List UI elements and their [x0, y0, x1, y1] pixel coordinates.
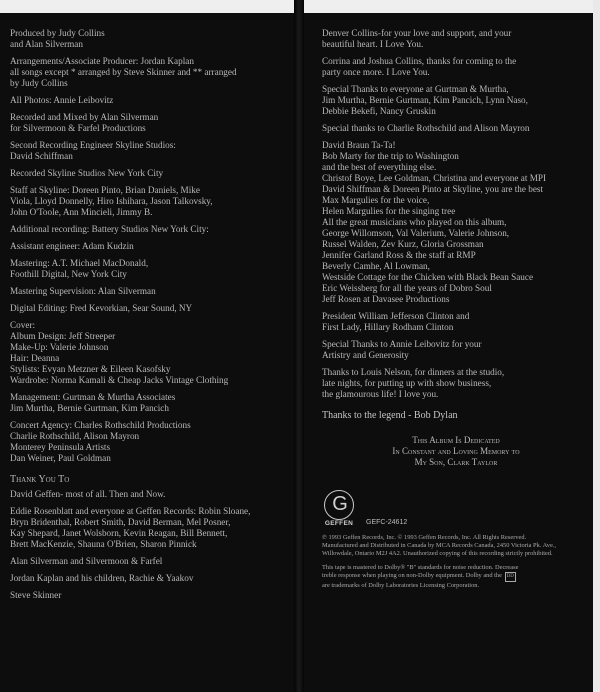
dolby-line: This tape is mastered to Dolby® "B" standards for noise reduction. Decrease: [322, 564, 519, 571]
label-row: [322, 488, 590, 528]
credit-paragraph: [10, 112, 292, 134]
credit-line: Stylists: Evyan Metzner & Eileen Kasofsky: [10, 364, 171, 374]
credit-line: Debbie Bekefi, Nancy Gruskin: [322, 106, 436, 116]
credit-paragraph: [10, 303, 292, 314]
credit-paragraph: [10, 241, 292, 252]
geffen-logo: [322, 488, 356, 528]
credit-line: David Shiffman & Doreen Pinto at Skyline, you are the best: [322, 184, 544, 194]
credit-paragraph: [322, 84, 590, 117]
credit-line: Jim Murtha, Bernie Gurtman, Kim Pancich, Lynn Naso,: [322, 95, 528, 105]
panel-fold: [294, 0, 304, 692]
credit-line: Brett MacKenzie, Shauna O'Brien, Sharon Pinnick: [10, 539, 197, 549]
credit-line: for Silvermoon & Farfel Productions: [10, 123, 146, 133]
credit-line: beautiful heart. I Love You.: [322, 39, 424, 49]
credit-line: Viola, Lloyd Donnelly, Hiro Ishihara, Jason Talkovsky,: [10, 196, 213, 206]
credit-line: Corrina and Joshua Collins, thanks for coming to the: [322, 56, 517, 66]
credit-paragraph: [10, 28, 292, 50]
credit-paragraph: [10, 573, 292, 584]
credit-paragraph: [10, 56, 292, 89]
credit-line: Kay Shepard, Janet Wolsborn, Kevin Reagan, Bill Bennett,: [10, 528, 228, 538]
credit-line: Wardrobe: Norma Kamali & Cheap Jacks Vintage Clothing: [10, 375, 229, 385]
credit-line: Bob Marty for the trip to Washington: [322, 151, 459, 161]
credit-line: All Photos: Annie Leibovitz: [10, 95, 114, 105]
credit-line: Thanks to Louis Nelson, for dinners at the studio,: [322, 367, 505, 377]
credit-line: Monterey Peninsula Artists: [10, 442, 111, 452]
credit-paragraph: [10, 168, 292, 179]
credit-line: Foothill Digital, New York City: [10, 269, 127, 279]
credits-block: [10, 28, 292, 464]
credit-paragraph: [10, 140, 292, 162]
credit-line: George Willomson, Val Valerium, Valerie Johnson,: [322, 228, 510, 238]
legal-line: Manufactured and Distributed in Canada by MCA Records Canada, 2450 Victoria Pk. Ave.,: [322, 542, 557, 549]
credit-line: Dan Weiner, Paul Goldman: [10, 453, 111, 463]
credit-line: Beverly Camhe, Al Lowman,: [322, 261, 430, 271]
credit-line: Staff at Skyline: Doreen Pinto, Brian Daniels, Mike: [10, 185, 200, 195]
credit-paragraph: [10, 489, 292, 500]
credit-line: David Braun Ta-Ta!: [322, 140, 396, 150]
credit-line: Mastering: A.T. Michael MacDonald,: [10, 258, 149, 268]
credit-line: Recorded Skyline Studios New York City: [10, 168, 164, 178]
dolby-symbol-icon: DD: [505, 572, 516, 582]
credit-line: Assistant engineer: Adam Kudzin: [10, 241, 134, 251]
credit-line: Cover:: [10, 320, 36, 330]
legal-line: Willowdale, Ontario M2J 4A2. Unauthorized copying of this recording strictly prohibited.: [322, 550, 553, 557]
credit-line: Digital Editing: Fred Kevorkian, Sear Sound, NY: [10, 303, 193, 313]
credit-line: John O'Toole, Ann Mincieli, Jimmy B.: [10, 207, 153, 217]
dolby-line: are trademarks of Dolby Laboratories Licensing Corporation.: [322, 582, 480, 589]
dedication-line: This Album Is Dedicated: [412, 435, 500, 445]
credit-line: by Judy Collins: [10, 78, 68, 88]
credit-paragraph: [10, 320, 292, 386]
credit-line: and the best of everything else.: [322, 162, 437, 172]
credit-paragraph: [10, 506, 292, 550]
credit-paragraph: [10, 95, 292, 106]
credit-line: Produced by Judy Collins: [10, 28, 105, 38]
credit-line: Jim Murtha, Bernie Gurtman, Kim Pancich: [10, 403, 169, 413]
right-panel: [322, 28, 590, 590]
credit-line: Hair: Deanna: [10, 353, 60, 363]
credit-line: Mastering Supervision: Alan Silverman: [10, 286, 156, 296]
credit-line: First Lady, Hillary Rodham Clinton: [322, 322, 454, 332]
credit-line: Westside Cottage for the Chicken with Black Bean Sauce: [322, 272, 534, 282]
thanks-heading: Thank You To: [10, 474, 70, 485]
credit-line: President William Jefferson Clinton and: [322, 311, 470, 321]
dedication-line: In Constant and Loving Memory to: [392, 446, 520, 456]
credit-line: Helen Margulies for the singing tree: [322, 206, 456, 216]
credit-line: late nights, for putting up with show business,: [322, 378, 492, 388]
credit-line: Second Recording Engineer Skyline Studios:: [10, 140, 176, 150]
credit-line: Recorded and Mixed by Alan Silverman: [10, 112, 159, 122]
credit-paragraph: [10, 286, 292, 297]
dolby-text: treble response when playing on non-Dolby equipment. Dolby and the: [322, 572, 502, 579]
credit-line: Eddie Rosenblatt and everyone at Geffen Records: Robin Sloane,: [10, 506, 251, 516]
credit-line: Jordan Kaplan and his children, Rachie & Yaakov: [10, 573, 194, 583]
credit-line: all songs except * arranged by Steve Skinner and ** arranged: [10, 67, 237, 77]
credit-line: Denver Collins-for your love and support, and your: [322, 28, 512, 38]
dedication-line: My Son, Clark Taylor: [414, 457, 498, 467]
left-panel: [10, 28, 292, 607]
dedication: [322, 435, 590, 468]
dolby-line: [322, 572, 590, 582]
credit-line: the glamourous life! I love you.: [322, 389, 439, 399]
credit-line: Arrangements/Associate Producer: Jordan Kaplan: [10, 56, 194, 66]
credit-line: Album Design: Jeff Streeper: [10, 331, 116, 341]
credit-line: Special Thanks to Annie Leibovitz for your: [322, 339, 482, 349]
catalog-number: GEFC-24612: [366, 519, 408, 526]
legal-notice: [322, 534, 590, 558]
credit-line: Eric Weissberg for all the years of Dobro Soul: [322, 283, 492, 293]
credit-line: Special thanks to Charlie Rothschild and Alison Mayron: [322, 123, 530, 133]
credit-line: Alan Silverman and Silvermoon & Farfel: [10, 556, 163, 566]
legend-line: Thanks to the legend - Bob Dylan: [322, 410, 458, 421]
credit-line: Max Margulies for the voice,: [322, 195, 430, 205]
credit-paragraph: [10, 420, 292, 464]
credit-paragraph: [322, 367, 590, 400]
credit-line: party once more. I Love You.: [322, 67, 430, 77]
credit-line: Artistry and Generosity: [322, 350, 409, 360]
credit-paragraph: [10, 556, 292, 567]
credit-paragraph: [322, 123, 590, 134]
right-edge: [593, 0, 600, 692]
credit-paragraph: [10, 185, 292, 218]
credit-paragraph: [322, 311, 590, 333]
credit-line: Charlie Rothschild, Alison Mayron: [10, 431, 140, 441]
credit-line: Steve Skinner: [10, 590, 62, 600]
thanks-block: [10, 489, 292, 601]
credit-line: Jennifer Garland Ross & the staff at RMP: [322, 250, 476, 260]
credit-paragraph: [10, 258, 292, 280]
dolby-notice: [322, 564, 590, 590]
credit-paragraph: [10, 590, 292, 601]
credit-paragraph: [10, 392, 292, 414]
credit-paragraph: [10, 224, 292, 235]
credit-paragraph: [322, 56, 590, 78]
credit-line: All the great musicians who played on this album,: [322, 217, 507, 227]
credit-paragraph: [322, 140, 590, 305]
credit-line: Bryn Bridenthal, Robert Smith, David Berman, Mel Posner,: [10, 517, 231, 527]
credit-paragraph: [322, 339, 590, 361]
logo-glyph: G: [332, 493, 348, 515]
credit-line: Concert Agency: Charles Rothschild Productions: [10, 420, 191, 430]
logo-word: GEFFEN: [324, 520, 354, 527]
credit-line: Russel Walden, Zev Kurz, Gloria Grossman: [322, 239, 484, 249]
credit-line: Management: Gurtman & Murtha Associates: [10, 392, 176, 402]
credit-line: and Alan Silverman: [10, 39, 83, 49]
credit-line: Special Thanks to everyone at Gurtman & Murtha,: [322, 84, 509, 94]
credit-line: David Schiffman: [10, 151, 73, 161]
credit-line: Christof Boye, Lee Goldman, Christina and everyone at MPI: [322, 173, 547, 183]
credit-paragraph: [322, 28, 590, 50]
credit-line: Make-Up: Valerie Johnson: [10, 342, 109, 352]
credit-line: Additional recording: Battery Studios New York City:: [10, 224, 209, 234]
legal-line: ℗ 1993 Geffen Records, Inc. © 1993 Geffen Records, Inc. All Rights Reserved.: [322, 534, 527, 541]
credit-line: Jeff Rosen at Davasee Productions: [322, 294, 450, 304]
acknowledgements-block: [322, 28, 590, 400]
credit-line: David Geffen- most of all. Then and Now.: [10, 489, 166, 499]
